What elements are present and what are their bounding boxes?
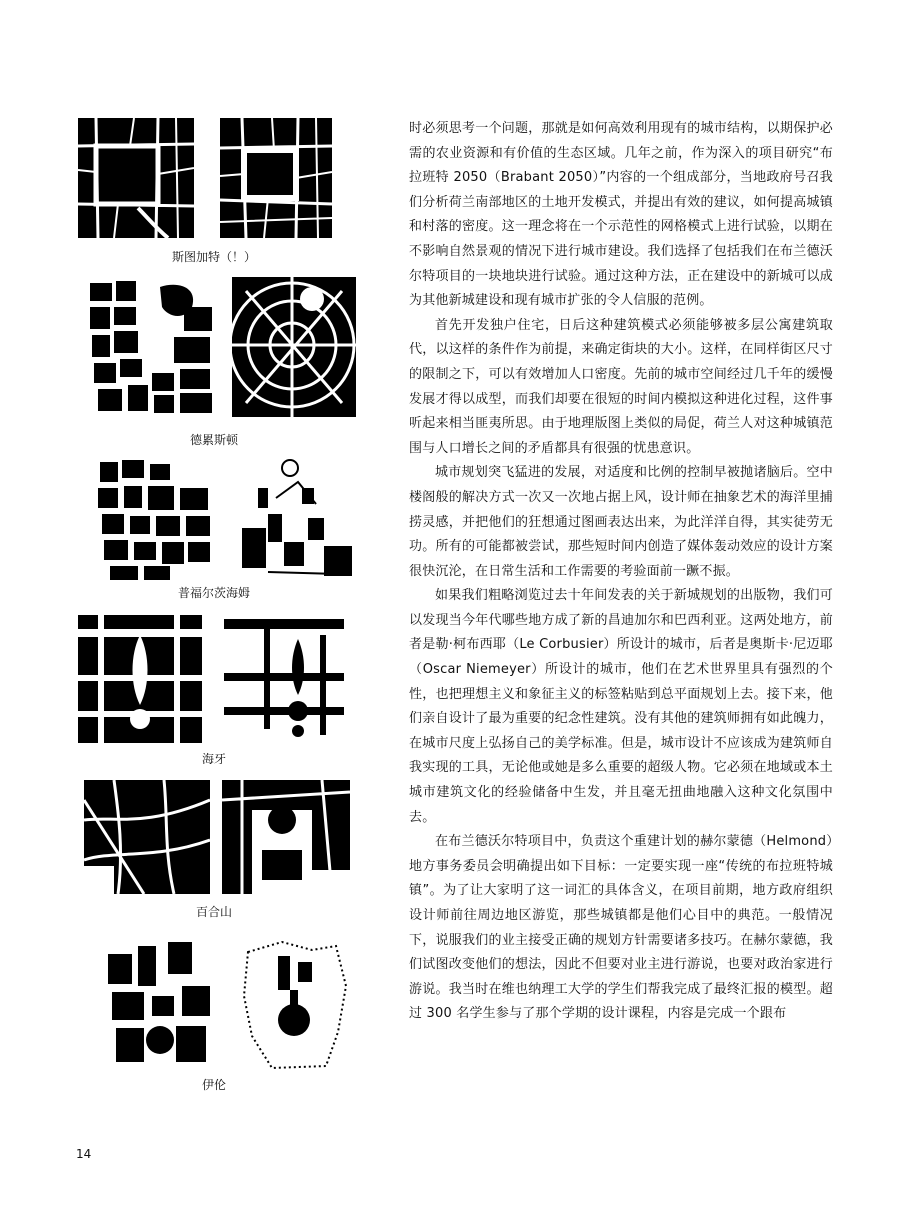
figure-ground-map	[242, 936, 352, 1072]
figure-ground-map	[224, 615, 344, 743]
figure-ilun-plan	[108, 936, 218, 1072]
article-body	[409, 117, 833, 1027]
figure-ground-map	[78, 615, 202, 743]
figure-ground-map	[108, 936, 218, 1072]
figure-caption: 斯图加特（！）	[171, 250, 256, 264]
figure-ground-map	[220, 118, 332, 238]
figure-ilun-plan-2	[242, 936, 352, 1072]
figure-delft-plan-2	[232, 277, 356, 417]
figure-ground-map	[238, 458, 362, 582]
paragraph: 城市规划突飞猛进的发展，对适度和比例的控制早被抛诸脑后。空中楼阁般的解决方式一次又一次地占据上风，设计师在抽象艺术的海洋里捕捞灵感，并把他们的狂想通过图画表达出来，为此洋洋自得，其实徒劳无功。所有的可能都被尝试，那些短时间内创造了媒体轰动效应的设计方案很快沉沦，在日常生活和工作需要的考验面前一蹶不振。	[409, 465, 833, 579]
figure-ground-map	[78, 118, 194, 238]
figure-caption: 德累斯顿	[189, 433, 238, 447]
figure-caption: 伊伦	[201, 1078, 226, 1092]
figure-baihe-plan	[84, 780, 210, 894]
figure-stuttgart-plan-2	[220, 118, 332, 238]
paragraph: 如果我们粗略浏览过去十年间发表的关于新城规划的出版物，我们可以发现当今年代哪些地方成了新的昌迪加尔和巴西利亚。这两处地方，前者是勒·柯布西耶（Le Corbusier）所设计的城市，后者是奥斯卡·尼迈耶（Oscar Niemeyer）所设计的城市，他们在艺术世界里具有强烈的个性，也把理想主义和象征主义的标签粘贴到总平面规划上去。接下来，他们亲自设计了最为重要的纪念性建筑。没有其他的建筑师拥有如此魄力，在城市尺度上弘扬自己的美学标准。但是，城市设计不应该成为建筑师自我实现的工具，无论他或她是多么重要的超级人物。它必须在地域或本土城市建筑文化的经验储备中生发，并且毫无扭曲地融入这种文化氛围中去。	[409, 588, 833, 825]
figure-ground-map	[222, 780, 350, 894]
figure-hague-plan-2	[224, 615, 344, 743]
figure-caption: 海牙	[201, 752, 226, 766]
paragraph: 时必须思考一个问题，那就是如何高效利用现有的城市结构，以期保护必需的农业资源和有价值的生态区域。几年之前，作为深入的项目研究“布拉班特 2050（Brabant 2050）”内容的一个组成部分，当地政府号召我们分析荷兰南部地区的土地开发模式，并提出有效的建议，如何提高城镇和村落的密度。这一理念将在一个示范性的网格模式上进行试验，以期在不影响自然景观的情况下进行城市建设。我们选择了包括我们在布兰德沃尔特项目的一块地块进行试验。通过这种方法，正在建设中的新城可以成为其他新城建设和现有城市扩张的令人信服的范例。	[409, 121, 833, 309]
figure-purmerend-plan	[94, 458, 214, 582]
paragraph: 首先开发独户住宅，日后这种建筑模式必须能够被多层公寓建筑取代，以这样的条件作为前提，来确定街块的大小。这样，在同样街区尺寸的限制之下，可以有效增加人口密度。先前的城市空间经过几千年的缓慢发展才得以成型，而我们却要在很短的时间内模拟这种进化过程，这件事听起来相当匪夷所思。由于地理版图上类似的局促，荷兰人对这种城镇范围与人口增长之间的矛盾都具有很强的忧患意识。	[409, 317, 833, 456]
figure-ground-map	[232, 277, 356, 417]
paragraph: 在布兰德沃尔特项目中，负责这个重建计划的赫尔蒙德（Helmond）地方事务委员会明确提出如下目标：一定要实现一座“传统的布拉班特城镇”。为了让大家明了这一词汇的具体含义，在项目前期，地方政府组织设计师前往周边地区游览，那些城镇都是他们心目中的典范。一般情况下，说服我们的业主接受正确的规划方针需要诸多技巧。在赫尔蒙德，我们试图改变他们的想法，因此不但要对业主进行游说，也要对政治家进行游说。我当时在维也纳理工大学的学生们帮我完成了最终汇报的模型。超过 300 名学生参与了那个学期的设计课程，内容是完成一个跟布	[409, 834, 833, 1022]
figure-stuttgart-plan	[78, 118, 194, 238]
figure-caption: 普福尔茨海姆	[177, 586, 250, 600]
figure-baihe-plan-2	[222, 780, 350, 894]
figure-delft-plan	[88, 277, 216, 417]
figure-ground-map	[84, 780, 210, 894]
page-number: 14	[76, 1147, 92, 1161]
figure-ground-map	[94, 458, 214, 582]
figure-hague-plan	[78, 615, 202, 743]
figure-ground-map	[88, 277, 216, 417]
figure-caption: 百合山	[195, 905, 232, 919]
figure-purmerend-plan-2	[238, 458, 362, 582]
